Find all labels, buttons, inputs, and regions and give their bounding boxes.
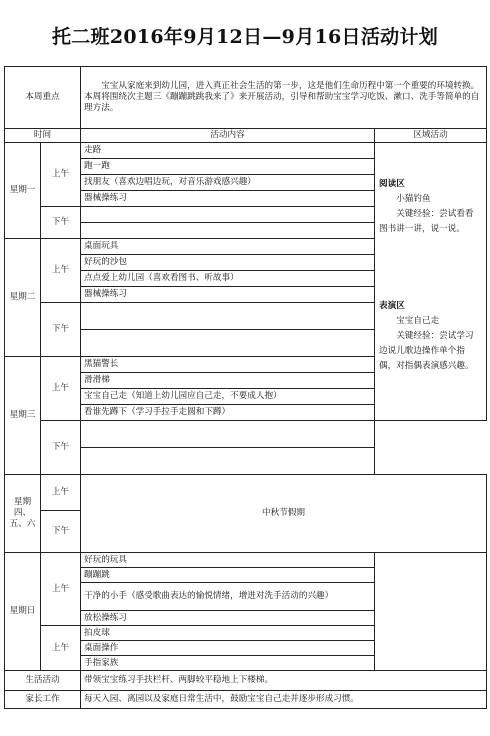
activity-cell bbox=[81, 303, 375, 330]
area-experience-performance: 关键经验：尝试学习边说儿歌边操作单个指偶，对指偶表演感兴趣。 bbox=[379, 331, 474, 371]
header-area: 区域活动 bbox=[375, 129, 487, 143]
activity-cell: 黑猫警长 bbox=[81, 357, 375, 373]
activity-cell: 走路 bbox=[81, 143, 375, 159]
area-activities-cell bbox=[375, 143, 487, 421]
activity-cell bbox=[81, 421, 375, 448]
activity-cell: 蹦蹦跳 bbox=[81, 568, 375, 583]
day-label-tue: 星期二 bbox=[5, 239, 41, 357]
half-am-wed: 上午 bbox=[41, 357, 81, 421]
parents-label: 家长工作 bbox=[5, 691, 81, 709]
half-pm-sun: 上午 bbox=[41, 626, 81, 671]
activity-cell: 好玩的玩具 bbox=[81, 553, 375, 568]
half-am-thu: 上午 bbox=[41, 475, 81, 511]
activity-cell: 跑一跑 bbox=[81, 159, 375, 175]
header-content: 活动内容 bbox=[81, 129, 375, 143]
half-am-sun: 上午 bbox=[41, 553, 81, 626]
activity-cell: 找朋友（喜欢边唱边玩，对音乐游戏感兴趣） bbox=[81, 175, 375, 191]
activity-cell: 点点爱上幼儿园（喜欢看图书、听故事） bbox=[81, 271, 375, 287]
life-label: 生活活动 bbox=[5, 671, 81, 691]
day-label-mon: 星期一 bbox=[5, 143, 41, 239]
page-title: 托二班2016年9月12日—9月16日活动计划 bbox=[51, 26, 439, 48]
half-pm-thu: 下午 bbox=[41, 511, 81, 553]
activity-plan-table bbox=[4, 66, 487, 709]
activity-cell: 宝宝自己走（知道上幼儿园应自己走，不要成人抱） bbox=[81, 389, 375, 405]
activity-cell: 拍皮球 bbox=[81, 626, 375, 641]
activity-cell: 桌面操作 bbox=[81, 641, 375, 656]
life-text: 带领宝宝练习手扶栏杆、两脚较平稳地上下楼梯。 bbox=[81, 671, 487, 691]
area-activity-reading: 小猫钓鱼 bbox=[396, 194, 431, 204]
focus-label: 本周重点 bbox=[5, 67, 81, 129]
parents-text: 每天入园、离园以及家庭日常生活中，鼓励宝宝自己走并逐步形成习惯。 bbox=[81, 691, 487, 709]
activity-cell: 看谁先蹲下（学习手拉手走圆和下蹲） bbox=[81, 405, 375, 421]
day-label-wed: 星期三 bbox=[5, 357, 41, 475]
area-title-performance: 表演区 bbox=[379, 301, 405, 311]
activity-cell: 好玩的沙包 bbox=[81, 255, 375, 271]
area-activity-performance: 宝宝自己走 bbox=[396, 316, 440, 326]
activity-cell: 桌面玩具 bbox=[81, 239, 375, 255]
area-empty-cell bbox=[375, 553, 487, 671]
activity-cell bbox=[81, 207, 375, 223]
half-pm-mon: 下午 bbox=[41, 207, 81, 239]
day-label-thu-sat: 星期四、五、六 bbox=[5, 475, 41, 553]
activity-cell bbox=[81, 223, 375, 239]
activity-cell: 滑滑梯 bbox=[81, 373, 375, 389]
activity-cell: 器械操练习 bbox=[81, 191, 375, 207]
activity-cell bbox=[81, 448, 375, 475]
focus-text: 宝宝从家庭来到幼儿园，进入真正社会生活的第一步，这是他们生命历程中第一个重要的环境转换。本周将围绕次主题三《蹦蹦跳跳我来了》来开展活动，引导和帮助宝宝学习吃饭、漱口、洗手等简单的自理方法。 bbox=[81, 67, 487, 129]
area-experience-reading: 关键经验：尝试看看图书讲一讲，说一说。 bbox=[379, 209, 474, 234]
header-time: 时间 bbox=[5, 129, 81, 143]
area-title-reading: 阅读区 bbox=[379, 179, 405, 189]
half-pm-tue: 下午 bbox=[41, 303, 81, 357]
activity-cell: 器械操练习 bbox=[81, 287, 375, 303]
activity-cell: 手指家族 bbox=[81, 656, 375, 671]
half-am-mon: 上午 bbox=[41, 143, 81, 207]
activity-cell: 放松操练习 bbox=[81, 611, 375, 626]
holiday-cell: 中秋节假期 bbox=[81, 475, 487, 553]
half-am-tue: 上午 bbox=[41, 239, 81, 303]
day-label-sun: 星期日 bbox=[5, 553, 41, 671]
half-pm-wed: 下午 bbox=[41, 421, 81, 475]
activity-cell bbox=[81, 330, 375, 357]
activity-cell: 干净的小手（感受歌曲表达的愉悦情绪，增进对洗手活动的兴趣） bbox=[81, 583, 375, 611]
